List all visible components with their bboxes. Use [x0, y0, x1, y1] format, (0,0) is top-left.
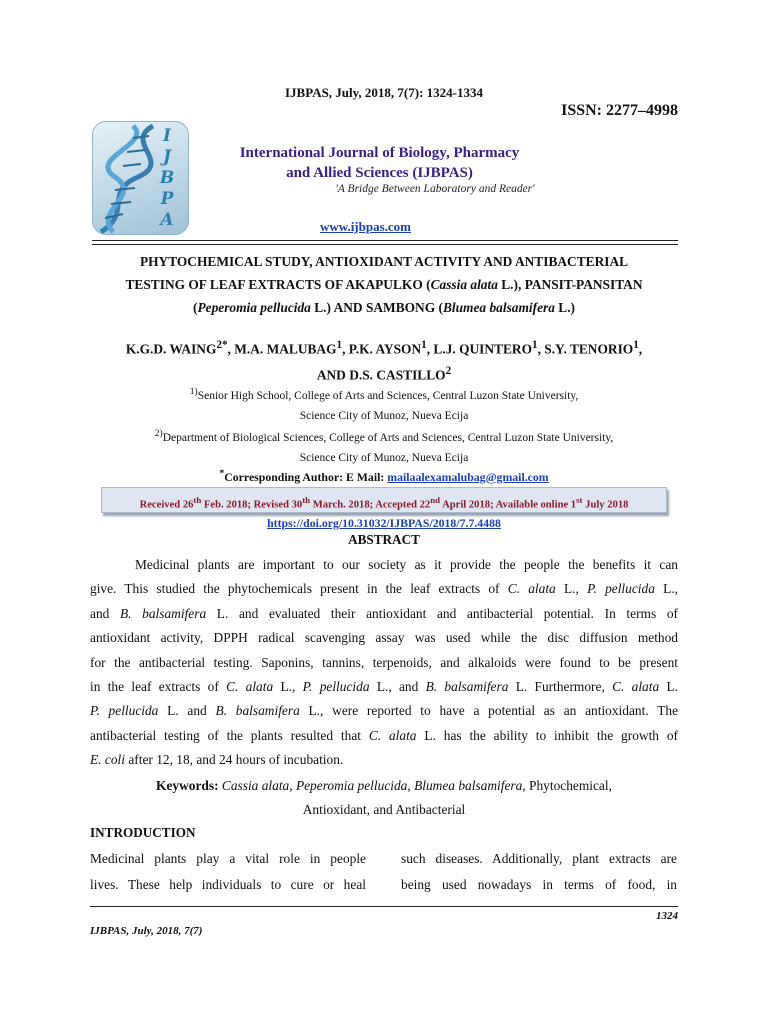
- affiliation-1: $^{1)}$Senior High School, College of Arts and Sciences, Central Luzon State University, Science City of Munoz, Nueva Ecija: [189, 386, 579, 422]
- journal-logo: [92, 121, 189, 235]
- corresponding-author: *Corresponding Author: E Mail: mailaalexamalubag@gmail.com: [219, 468, 549, 484]
- header-citation: IJBPAS, July, 2018, 7(7): 1324-1334: [284, 85, 483, 100]
- issn: ISSN: 2277–4998: [561, 102, 678, 119]
- keywords: Keywords: Cassia alata, Peperomia pellucida, Blumea balsamifera, Phytochemical, Antioxidant, and Antibacterial: [156, 778, 612, 818]
- footer-citation: IJBPAS, July, 2018, 7(7): [90, 925, 203, 937]
- header-divider-2: [92, 244, 678, 245]
- logo-letters: I J B P A: [159, 126, 175, 230]
- introduction-column-left: Medicinal plants play a vital role in people lives. These help individuals to cure or heal: [90, 851, 366, 892]
- abstract-body: Medicinal plants are important to our society as it provide the people the benefits it can give. This studied the phytochemicals present in the leaf extracts of C. alata L., P. pellucida L., and B. balsamifera L. and evaluated their antioxidant and antibacterial potential. In terms of antioxidant activity, DPPH radical scavenging assay was used while the disc diffusion method for the antibacterial testing. Saponins, tannins, terpenoids, and alkaloids were found to be present in the leaf extracts of C. alata L., P. pellucida L., and B. balsamifera L. Furthermore, C. alata L. P. pellucida L. and B. balsamifera L., were reported to have a potential as an antioxidant. The antibacterial testing of the plants resulted that C. alata L. has the ability to inhibit the growth of E. coli after 12, 18, and 24 hours of incubation.: [90, 557, 679, 768]
- author-list: K.G.D. $WAING^{2*}$, M.A. MALUBAG$^1$, P.K. AYSON$^1$, L.J. QUINTERO$^1$, S.Y. TENORIO$^1$, AND D.S. CASTILLO$^2$: [125, 339, 643, 383]
- affiliation-2: $^{2)}$Department of Biological Sciences, College of Arts and Sciences, Central Luzon State University, Science City of Munoz, Nueva Ecija: [154, 428, 614, 464]
- paper-title: PHYTOCHEMICAL STUDY, ANTIOXIDANT ACTIVITY AND ANTIBACTERIAL TESTING OF LEAF EXTRACTS OF AKAPULKO (Cassia alata L.), PANSIT-PANSITAN (Peperomia pellucida L.) AND SAMBONG (Blumea balsamifera L.): [125, 254, 643, 315]
- introduction-column-right: such diseases. Additionally, plant extracts are being used nowadays in terms of food, in: [401, 851, 677, 892]
- corresponding-email-link[interactable]: mailaalexamalubag@gmail.com: [387, 469, 549, 484]
- abstract-heading: ABSTRACT: [348, 532, 420, 547]
- footer-divider: [90, 906, 678, 907]
- page-number: 1324: [656, 910, 678, 922]
- doi-link[interactable]: https://doi.org/10.31032/IJBPAS/2018/7.7.4488: [267, 516, 501, 530]
- journal-title: International Journal of Biology, Pharmacy and Allied Sciences (IJBPAS): [239, 145, 520, 181]
- journal-website-link[interactable]: www.ijbpas.com: [320, 219, 412, 234]
- article-dates: Received 26th Feb. 2018; Revised 30th March. 2018; Accepted 22nd April 2018; Available online 1st July 2018: [101, 487, 667, 513]
- journal-tagline: 'A Bridge Between Laboratory and Reader': [335, 183, 535, 195]
- introduction-heading: INTRODUCTION: [90, 825, 196, 840]
- header-divider: [92, 240, 678, 241]
